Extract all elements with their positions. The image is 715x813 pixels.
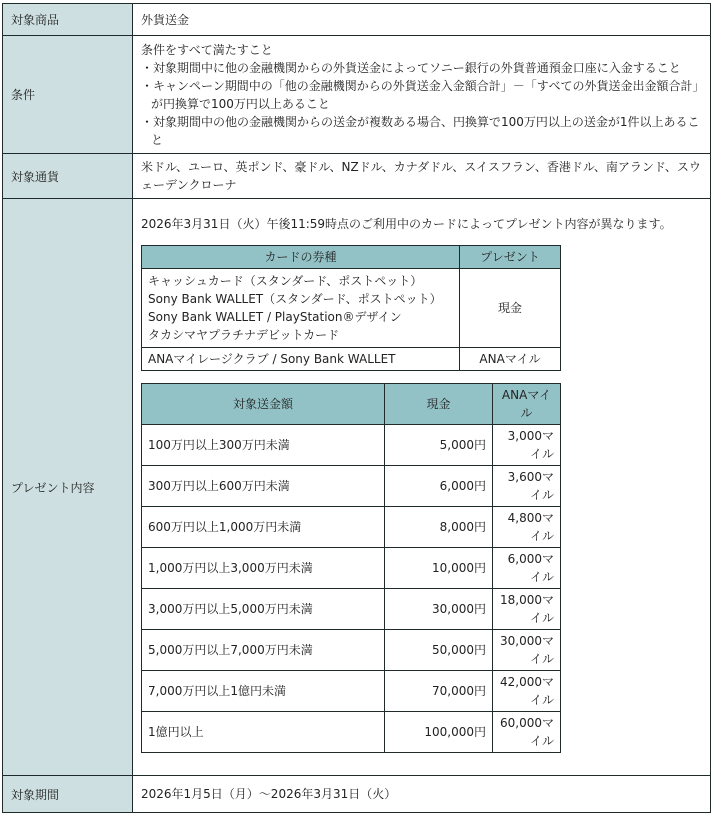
- card-name: Sony Bank WALLET（スタンダード、ポストペット）: [148, 292, 442, 306]
- cash-value: 5,000円: [385, 425, 493, 466]
- label-product: 対象商品: [3, 4, 133, 36]
- conditions-list: [141, 59, 702, 149]
- label-present: プレゼント内容: [3, 199, 133, 776]
- condition-item: ・対象期間中の他の金融機関からの送金が複数ある場合、円換算で100万円以上の送金が1件以上あること: [141, 114, 700, 147]
- card-name: Sony Bank WALLET / PlayStation®デザイン: [148, 310, 402, 324]
- condition-item: ・対象期間中に他の金融機関からの外貨送金によってソニー銀行の外貨普通預金口座に入金すること: [141, 60, 681, 75]
- label-currencies: 対象通貨: [3, 154, 133, 199]
- card-table-header-present: プレゼント: [460, 246, 561, 269]
- table-row: [142, 589, 561, 630]
- amount-table-header-amount: 対象送金額: [142, 384, 385, 425]
- cash-value: 8,000円: [385, 507, 493, 548]
- row-period: [3, 776, 711, 813]
- card-list: [142, 269, 460, 348]
- label-conditions: 条件: [3, 36, 133, 154]
- value-conditions: [133, 36, 711, 154]
- conditions-intro: 条件をすべて満たすこと: [141, 42, 273, 57]
- present-type: 現金: [460, 269, 561, 348]
- amount-table-header-cash: 現金: [385, 384, 493, 425]
- cash-value: 30,000円: [385, 589, 493, 630]
- campaign-details-table: [2, 3, 711, 813]
- row-present: [3, 199, 711, 776]
- row-product: [3, 4, 711, 36]
- value-period: 2026年1月5日（月）～2026年3月31日（火）: [133, 776, 711, 813]
- row-currencies: [3, 154, 711, 199]
- cash-value: 100,000円: [385, 712, 493, 753]
- value-present: [133, 199, 711, 776]
- cash-value: 70,000円: [385, 671, 493, 712]
- table-row: [142, 425, 561, 466]
- table-row: [142, 671, 561, 712]
- card-name: タカシマヤプラチナデビットカード: [148, 328, 340, 342]
- miles-value: 42,000マイル: [493, 671, 561, 712]
- amount-table-header-miles: ANAマイル: [493, 384, 561, 425]
- card-name: キャッシュカード（スタンダード、ポストペット）: [148, 274, 423, 288]
- row-conditions: [3, 36, 711, 154]
- condition-item: ・キャンペーン期間中の「他の金融機関からの外貨送金入金額合計」－「すべての外貨送金出金額合計」が円換算で100万円以上あること: [141, 78, 699, 111]
- amount-range: 1億円以上: [142, 712, 385, 753]
- present-note: 2026年3月31日（火）午後11:59時点のご利用中のカードによってプレゼント内容が異なります。: [141, 217, 672, 231]
- miles-value: 4,800マイル: [493, 507, 561, 548]
- amount-range: 100万円以上300万円未満: [142, 425, 385, 466]
- table-row: [142, 269, 561, 348]
- cash-value: 50,000円: [385, 630, 493, 671]
- miles-value: 60,000マイル: [493, 712, 561, 753]
- value-currencies: 米ドル、ユーロ、英ポンド、豪ドル、NZドル、カナダドル、スイスフラン、香港ドル、南アランド、スウェーデンクローナ: [133, 154, 711, 199]
- amount-table: [141, 383, 561, 753]
- card-name: ANAマイレージクラブ / Sony Bank WALLET: [142, 348, 460, 371]
- miles-value: 6,000マイル: [493, 548, 561, 589]
- cash-value: 6,000円: [385, 466, 493, 507]
- table-row: [142, 630, 561, 671]
- table-row: [142, 348, 561, 371]
- cash-value: 10,000円: [385, 548, 493, 589]
- amount-range: 1,000万円以上3,000万円未満: [142, 548, 385, 589]
- table-row: [142, 712, 561, 753]
- amount-range: 5,000万円以上7,000万円未満: [142, 630, 385, 671]
- miles-value: 18,000マイル: [493, 589, 561, 630]
- label-period: 対象期間: [3, 776, 133, 813]
- value-product: 外貨送金: [133, 4, 711, 36]
- amount-range: 7,000万円以上1億円未満: [142, 671, 385, 712]
- amount-range: 3,000万円以上5,000万円未満: [142, 589, 385, 630]
- present-type: ANAマイル: [460, 348, 561, 371]
- card-type-table: [141, 245, 561, 371]
- table-row: [142, 466, 561, 507]
- table-row: [142, 548, 561, 589]
- amount-range: 600万円以上1,000万円未満: [142, 507, 385, 548]
- miles-value: 3,600マイル: [493, 466, 561, 507]
- amount-range: 300万円以上600万円未満: [142, 466, 385, 507]
- miles-value: 3,000マイル: [493, 425, 561, 466]
- table-row: [142, 507, 561, 548]
- miles-value: 30,000マイル: [493, 630, 561, 671]
- card-table-header-card: カードの券種: [142, 246, 460, 269]
